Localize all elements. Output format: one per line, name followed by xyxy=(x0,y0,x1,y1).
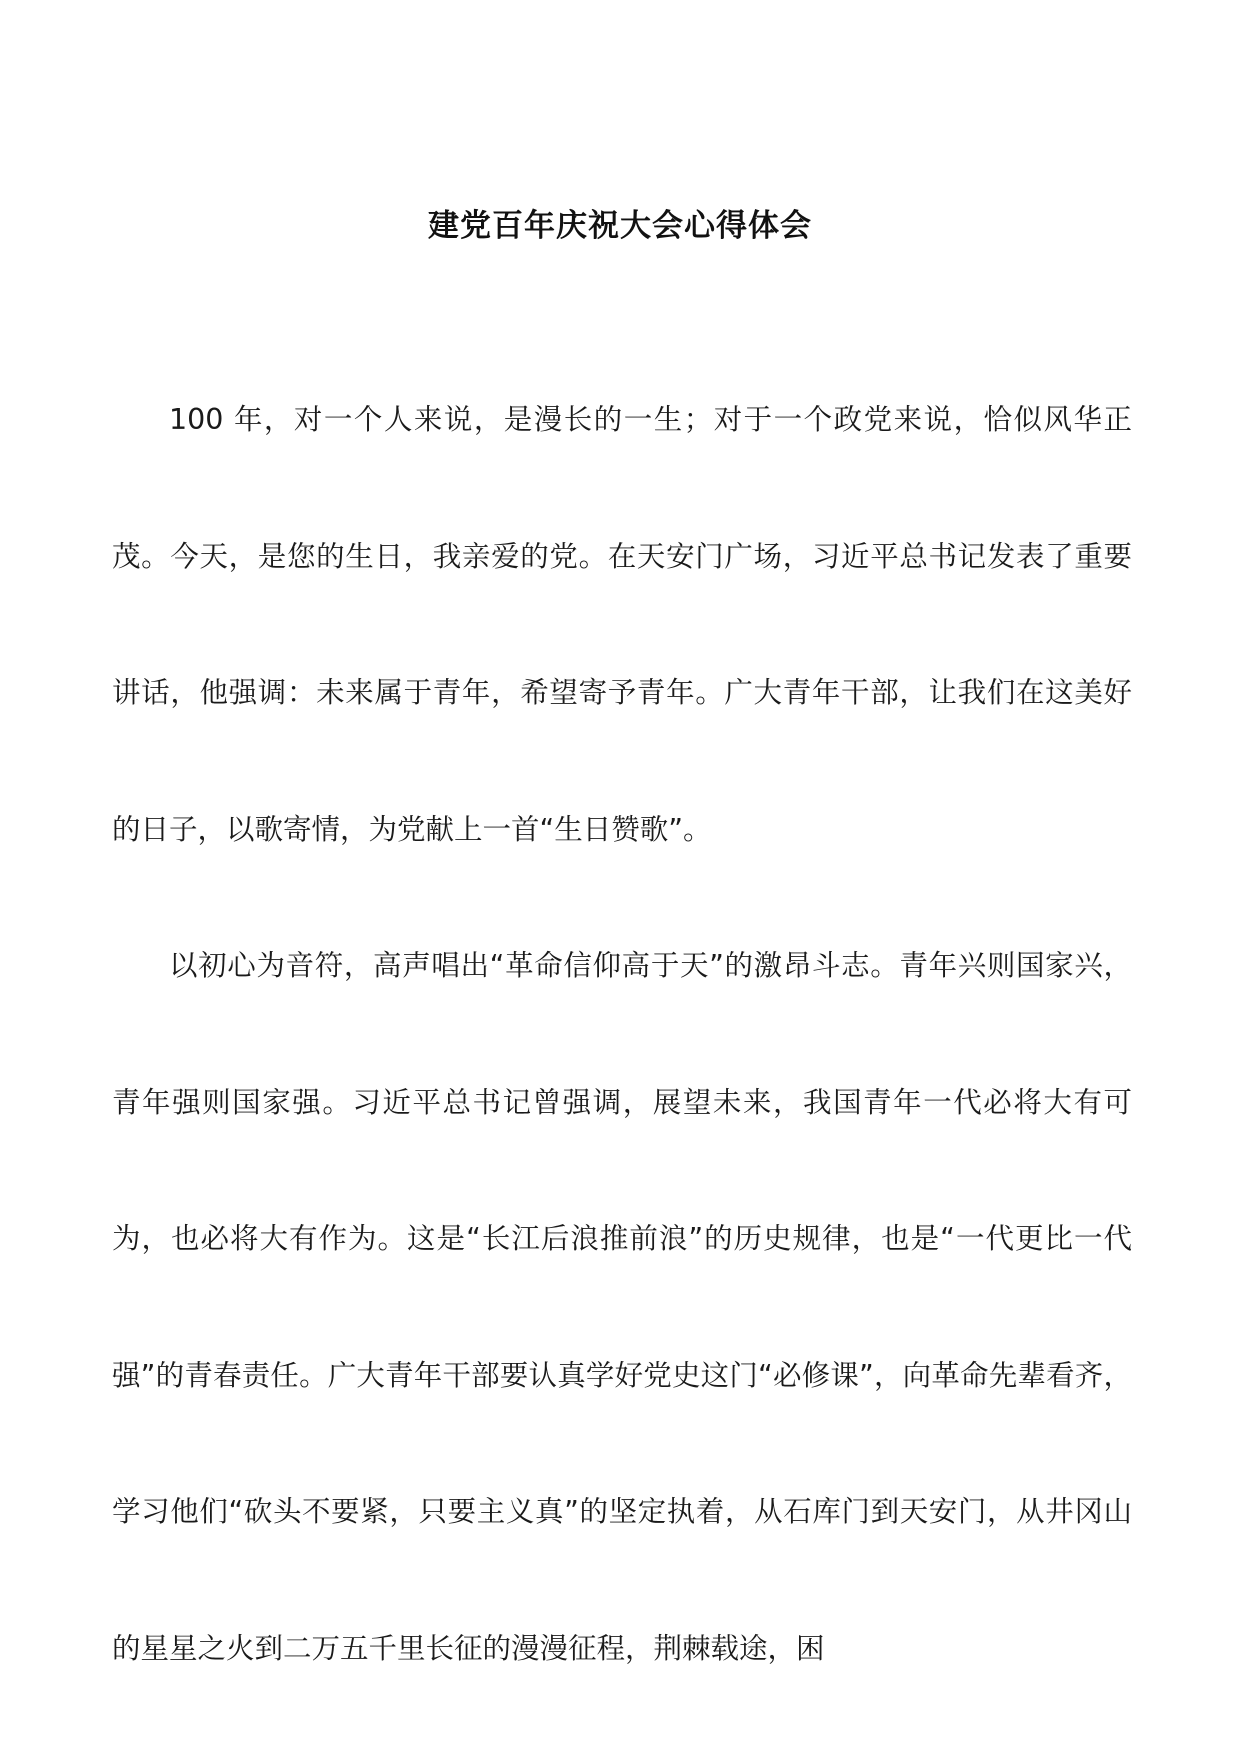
document-body xyxy=(112,352,1132,1717)
paragraph: 100 年，对一个人来说，是漫长的一生；对于一个政党来说，恰似风华正茂。今天，是您的生日，我亲爱的党。在天安门广场，习近平总书记发表了重要讲话，他强调：未来属于青年，希望寄予青年。广大青年干部，让我们在这美好的日子，以歌寄情，为党献上一首“生日赞歌”。 xyxy=(112,403,1132,846)
document-title: 建党百年庆祝大会心得体会 xyxy=(428,208,812,244)
paragraph: 以初心为音符，高声唱出“革命信仰高于天”的激昂斗志。青年兴则国家兴，青年强则国家强。习近平总书记曾强调，展望未来，我国青年一代必将大有可为，也必将大有作为。这是“长江后浪推前浪”的历史规律，也是“一代更比一代强”的青春责任。广大青年干部要认真学好党史这门“必修课”，向革命先辈看齐，学习他们“砍头不要紧，只要主义真”的坚定执着，从石库门到天安门，从井冈山的星星之火到二万五千里长征的漫漫征程，荆棘载途，困 xyxy=(112,949,1132,1665)
